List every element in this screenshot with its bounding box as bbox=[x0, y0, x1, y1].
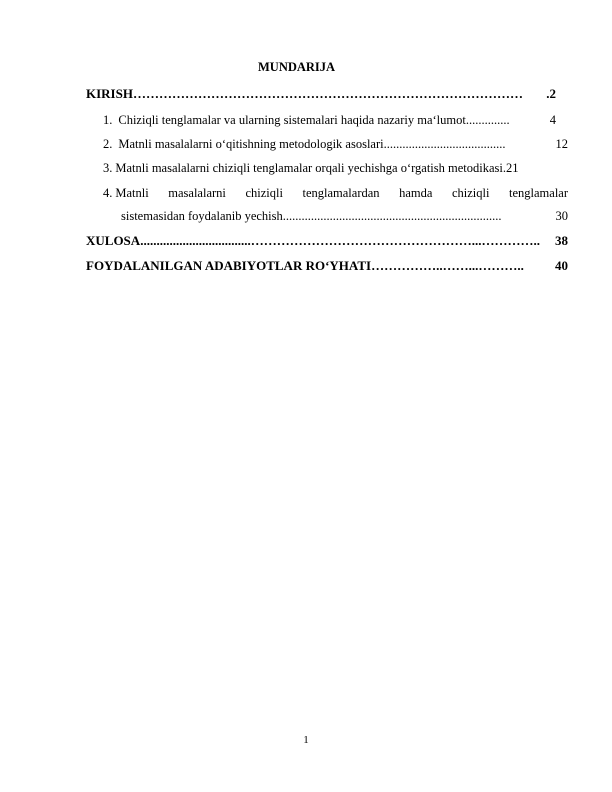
toc-entry-number: 4. bbox=[103, 186, 113, 200]
toc-entry-xulosa[interactable] bbox=[86, 233, 568, 249]
toc-leader-dots: ……………..……...……….. bbox=[371, 258, 524, 273]
toc-heading: MUNDARIJA bbox=[258, 60, 336, 74]
toc-entry-adabiyotlar[interactable] bbox=[86, 258, 568, 274]
toc-entry-kirish[interactable] bbox=[86, 86, 556, 102]
toc-entry-label: Chiziqli tenglamalar va ularning sistemalari haqida nazariy ma‘lumot bbox=[118, 113, 466, 127]
toc-word: Matnli bbox=[115, 186, 149, 200]
toc-page-number: 21 bbox=[506, 161, 519, 175]
toc-entry-number: 2. bbox=[103, 137, 113, 151]
toc-word: tenglamalar bbox=[509, 186, 568, 200]
toc-entry-3[interactable] bbox=[103, 160, 568, 176]
toc-entry-label: XULOSA bbox=[86, 233, 141, 248]
toc-word: chiziqli bbox=[245, 186, 283, 200]
toc-leader-dots: .............. bbox=[465, 113, 510, 127]
toc-word: hamda bbox=[399, 186, 433, 200]
toc-entry-number: 1. bbox=[103, 113, 113, 127]
toc-entry-label: sistemasidan foydalanib yechish bbox=[121, 209, 283, 223]
toc-word: tenglamalardan bbox=[302, 186, 380, 200]
toc-entry-1[interactable] bbox=[103, 112, 556, 128]
toc-entry-4-continuation[interactable] bbox=[121, 208, 568, 224]
toc-entry-label: FOYDALANILGAN ADABIYOTLAR RO‘YHATI bbox=[86, 258, 372, 273]
toc-leader-dots: . bbox=[502, 161, 506, 175]
toc-leader-dots: ....................................... bbox=[383, 137, 506, 151]
toc-page-number: .2 bbox=[546, 86, 556, 101]
toc-page-number: 4 bbox=[549, 113, 556, 127]
toc-word: masalalarni bbox=[168, 186, 226, 200]
toc-entry-label: Matnli masalalarni chiziqli tenglamalar orqali yechishga o‘rgatish metodikasi bbox=[115, 161, 503, 175]
toc-leader-dots: ...................................................................... bbox=[282, 209, 502, 223]
toc-word: chiziqli bbox=[451, 186, 490, 200]
toc-entry-2[interactable] bbox=[103, 136, 568, 152]
toc-entry-label: Matnli masalalarni o‘qitishning metodologik asoslari bbox=[118, 137, 384, 151]
toc-page-number: 30 bbox=[555, 209, 568, 223]
toc-leader-dots: ..................................……………………………………………...………….. bbox=[140, 233, 540, 248]
toc-page-number: 40 bbox=[555, 258, 568, 273]
toc-entry-label: KIRISH bbox=[86, 86, 133, 101]
toc-leader-dots: ……………………………………………………………………………… bbox=[132, 86, 523, 101]
toc-entry-number: 3. bbox=[103, 161, 113, 175]
toc-entry-label-line1 bbox=[115, 185, 568, 201]
toc-page-number: 12 bbox=[555, 137, 568, 151]
page-number: 1 bbox=[303, 734, 309, 746]
toc-page-number: 38 bbox=[555, 233, 568, 248]
toc-entry-4[interactable] bbox=[103, 185, 568, 201]
